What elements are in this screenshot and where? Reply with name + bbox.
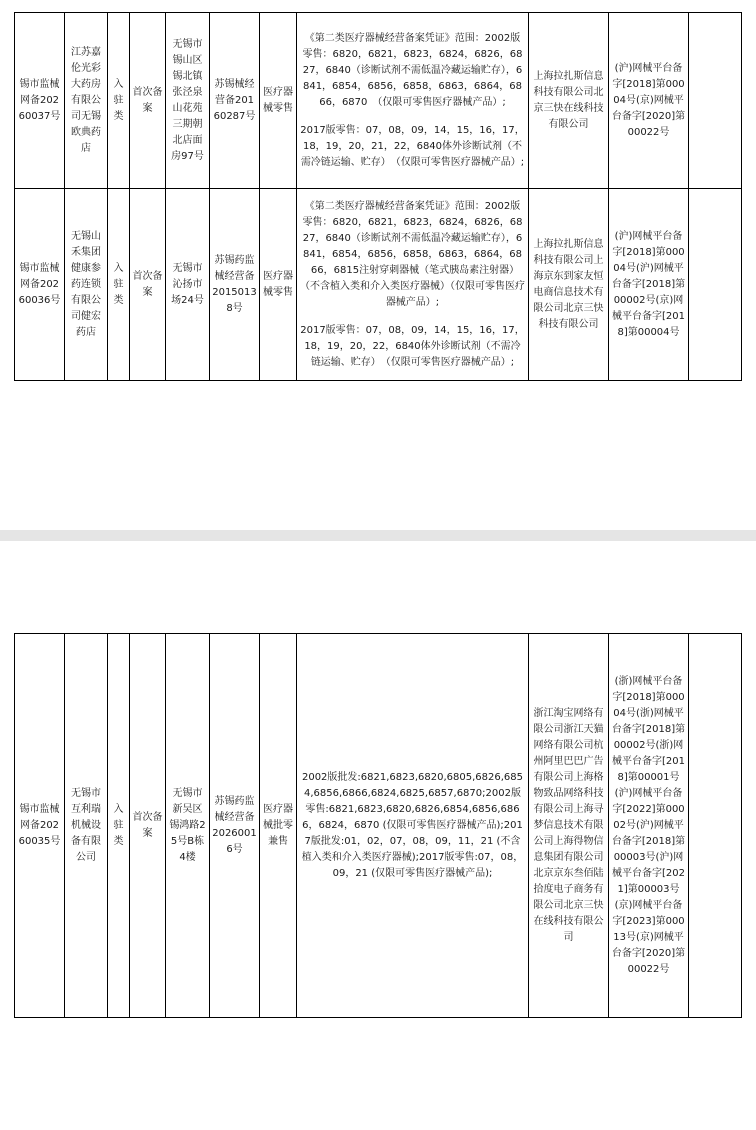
filing-type: 首次备案 xyxy=(130,13,166,189)
license-number: 苏锡械经营备20160287号 xyxy=(210,13,260,189)
table-row xyxy=(15,634,742,1018)
record-number: 锡市监械网备20260035号 xyxy=(15,634,65,1018)
address: 无锡市新吴区锡鸿路25号B栋4楼 xyxy=(166,634,210,1018)
remark xyxy=(689,189,742,381)
platform-companies: 上海拉扎斯信息科技有限公司上海京东到家友恒电商信息技术有限公司北京三快科技有限公司 xyxy=(529,189,609,381)
table-row xyxy=(15,189,742,381)
filing-table-2 xyxy=(14,633,742,1018)
page-separator xyxy=(0,530,756,541)
scope-paragraph: 《第二类医疗器械经营备案凭证》范围：2002版零售：6820，6821，6823，6824，6826，6827，6840（诊断试剂不需低温冷藏运输贮存），6841，6854，6856，6858，6863，6864，6866，6870 （仅限可零售医疗器械产品）; xyxy=(302,32,523,108)
record-number: 锡市监械网备20260037号 xyxy=(15,13,65,189)
platform-companies: 上海拉扎斯信息科技有限公司北京三快在线科技有限公司 xyxy=(529,13,609,189)
business-mode: 医疗器械零售 xyxy=(260,13,297,189)
company-name: 无锡山禾集团健康参药连锁有限公司健宏药店 xyxy=(65,189,108,381)
address: 无锡市锡山区锡北镇张泾泉山花苑三期朝北店面房97号 xyxy=(166,13,210,189)
business-scope xyxy=(297,13,529,189)
scope-paragraph: 2017版零售：07，08，09，14，15，16，17，18，19，20，21，22，6840体外诊断试剂（不需冷链运输、贮存） （仅限可零售医疗器械产品）; xyxy=(300,124,525,168)
business-mode: 医疗器械零售 xyxy=(260,189,297,381)
platform-filing-numbers: (浙)网械平台备字[2018]第00004号(浙)网械平台备字[2018]第00002号(浙)网械平台备字[2018]第00001号(沪)网械平台备字[2022]第00002号(沪)网械平台备字[2018]第00003号(沪)网械平台备字[2021]第00003号(京)网械平台备字[2023]第00013号(京)网械平台备字[2020]第00022号 xyxy=(609,634,689,1018)
platform-filing-numbers: (沪)网械平台备字[2018]第00004号(沪)网械平台备字[2018]第00002号(京)网械平台备字[2018]第00004号 xyxy=(609,189,689,381)
business-mode: 医疗器械批零兼售 xyxy=(260,634,297,1018)
scope-paragraph: 《第二类医疗器械经营备案凭证》范围：2002版零售：6820，6821，6823，6824，6826，6827，6840（诊断试剂不需低温冷藏运输贮存），6841，6854，6856，6858，6863，6864，6866，6815注射穿刺器械（笔式胰岛素注射器） （不含植入类和介入类医疗器械）（仅限可零售医疗器械产品）; xyxy=(300,200,525,308)
scope-paragraph: 2017版零售：07，08，09，14，15，16，17，18，19，20，22，6840体外诊断试剂（不需冷链运输、贮存） （仅限可零售医疗器械产品）; xyxy=(300,324,525,368)
record-number: 锡市监械网备20260036号 xyxy=(15,189,65,381)
business-scope xyxy=(297,634,529,1018)
license-number: 苏锡药监械经营备20150138号 xyxy=(210,189,260,381)
page-2 xyxy=(0,541,756,1130)
category: 入驻类 xyxy=(108,13,130,189)
table-row xyxy=(15,13,742,189)
remark xyxy=(689,634,742,1018)
scope-paragraph: 2002版批发:6821,6823,6820,6805,6826,6854,6856,6866,6824,6825,6857,6870;2002版零售:6821,6823,6820,6826,6854,6856,6866，6824，6870 (仅限可零售医疗器械产品);2017版批发:01，02，07，08，09，11，21 (不含植入类和介入类医疗器械);2017版零售:07，08，09，21 (仅限可零售医疗器械产品); xyxy=(301,771,524,879)
address: 无锡市沁扬市场24号 xyxy=(166,189,210,381)
filing-type: 首次备案 xyxy=(130,189,166,381)
platform-companies: 浙江淘宝网络有限公司浙江天猫网络有限公司杭州阿里巴巴广告有限公司上海格物致品网络科技有限公司上海寻梦信息技术有限公司上海得物信息集团有限公司北京京东叁佰陆拾度电子商务有限公司北京三快在线科技有限公司 xyxy=(529,634,609,1018)
platform-filing-numbers: (沪)网械平台备字[2018]第00004号(京)网械平台备字[2020]第00022号 xyxy=(609,13,689,189)
filing-type: 首次备案 xyxy=(130,634,166,1018)
company-name: 江苏嘉伦光彩大药房有限公司无锡欧典药店 xyxy=(65,13,108,189)
category: 入驻类 xyxy=(108,634,130,1018)
license-number: 苏锡药监械经营备20260016号 xyxy=(210,634,260,1018)
page-1 xyxy=(0,0,756,530)
company-name: 无锡市互利瑞机械设备有限公司 xyxy=(65,634,108,1018)
filing-table-1 xyxy=(14,12,742,381)
business-scope xyxy=(297,189,529,381)
remark xyxy=(689,13,742,189)
category: 入驻类 xyxy=(108,189,130,381)
